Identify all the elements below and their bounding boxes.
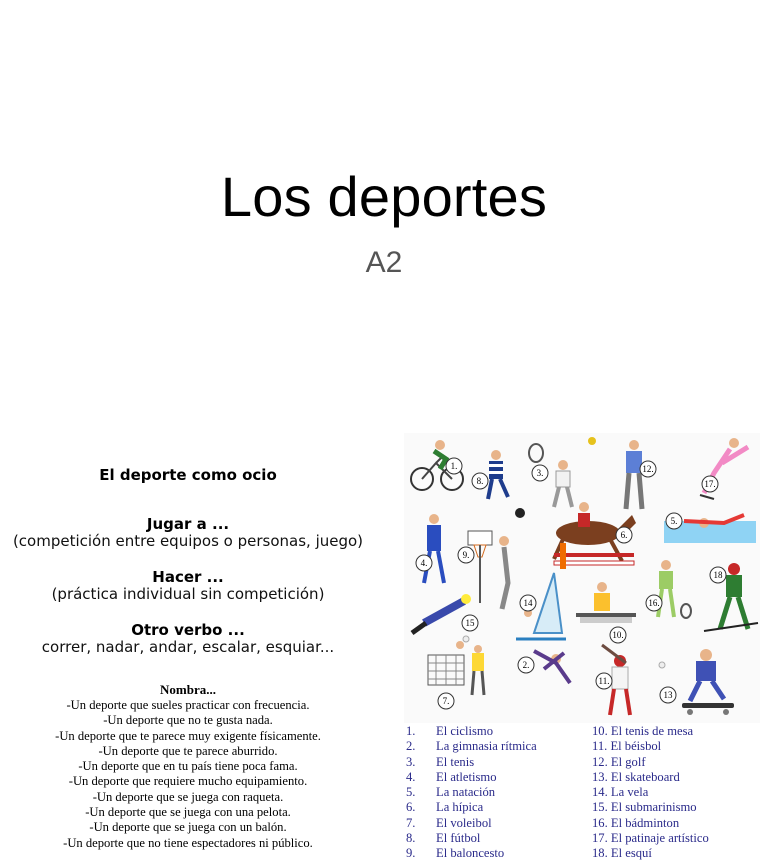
list-item: 10. El tenis de mesa [592,724,694,738]
sports-illustration [404,433,760,723]
number-badge [710,567,726,583]
number-badge [438,693,454,709]
number-label: 12. [642,464,654,474]
list-item: 4. El atletismo [406,769,497,784]
verb-desc-jugar: (competición entre equipos o personas, juego) [12,532,364,550]
verb-desc-otro: correr, nadar, andar, escalar, esquiar... [41,638,335,656]
list-item: 1. El ciclismo [406,724,494,738]
list-item: 16. El bádminton [592,815,680,830]
number-badge [702,476,718,492]
number-badge [472,473,488,489]
list-item: 14. La vela [592,785,649,800]
number-label: 7. [442,696,450,706]
number-label: 6. [620,530,628,540]
number-badge [596,673,612,689]
number-label: 1. [450,461,458,471]
list-item: -Un deporte que se juega con raqueta. [92,789,284,804]
list-item: 12. El golf [592,754,646,769]
verb-desc-hacer: (práctica individual sin competición) [51,585,325,603]
number-badge [446,458,462,474]
verb-label-hacer: Hacer ... [152,568,224,586]
list-item: -Un deporte que te parece aburrido. [98,743,278,758]
slide-title: Los deportes [220,165,548,228]
number-badge [640,461,656,477]
sports-list-left [406,724,537,862]
list-item: 17. El patinaje artístico [592,831,709,846]
number-badge [666,513,682,529]
title-slide [0,0,768,430]
number-label: 2. [522,660,530,670]
number-badge [462,615,478,631]
list-item: -Un deporte que se juega con una pelota. [85,805,291,820]
slide-subtitle: A2 [365,246,403,279]
list-item: -Un deporte que requiere mucho equipamiento. [68,774,308,789]
number-label: 3. [536,468,544,478]
list-item: 2. La gimnasia rítmica [406,739,537,754]
list-item: -Un deporte que sueles practicar con frecuencia. [66,698,310,712]
list-item: -Un deporte que te parece muy exigente físicamente. [55,728,321,743]
list-item: 7. El voleibol [406,815,492,830]
list-item: -Un deporte que no te gusta nada. [103,713,273,728]
section-heading: El deporte como ocio [99,466,277,484]
number-label: 17. [704,479,716,489]
number-label: 14 [523,598,533,608]
verb-label-jugar: Jugar a ... [146,515,230,533]
number-label: 11. [598,676,610,686]
number-badge [610,627,626,643]
nombra-title: Nombra... [160,682,216,697]
number-label: 13 [663,690,673,700]
list-item: -Un deporte que no tiene espectadores ni público. [63,835,313,850]
number-label: 9. [462,550,470,560]
sports-list-right [592,724,709,862]
verb-label-otro: Otro verbo ... [131,621,245,639]
list-item: 6. La hípica [406,800,484,815]
number-label: 4. [420,558,428,568]
number-label: 8. [476,476,484,486]
list-item: 18. El esquí [592,846,652,861]
number-badge [458,547,474,563]
number-badge [660,687,676,703]
number-label: 18 [713,570,723,580]
list-item: 8. El fútbol [406,831,481,846]
sports-illustration-svg [404,433,760,723]
list-item: 11. El béisbol [592,739,662,754]
number-badge [646,595,662,611]
list-item: 13. El skateboard [592,769,680,784]
content-slide [0,430,768,866]
list-item: 15. El submarinismo [592,800,697,815]
number-badge [520,595,536,611]
list-item: 5. La natación [406,785,496,800]
list-item: -Un deporte que en tu país tiene poca fama. [78,759,298,774]
number-label: 15 [465,618,475,628]
number-badge [532,465,548,481]
list-item: 9. El baloncesto [406,846,505,861]
list-item: -Un deporte que se juega con un balón. [89,820,287,835]
list-item: 3. El tenis [406,754,475,769]
nombra-list [0,698,376,851]
number-label: 10. [612,630,624,640]
number-label: 5. [670,516,678,526]
number-badge [416,555,432,571]
number-label: 16. [648,598,660,608]
number-badge [616,527,632,543]
number-badge [518,657,534,673]
